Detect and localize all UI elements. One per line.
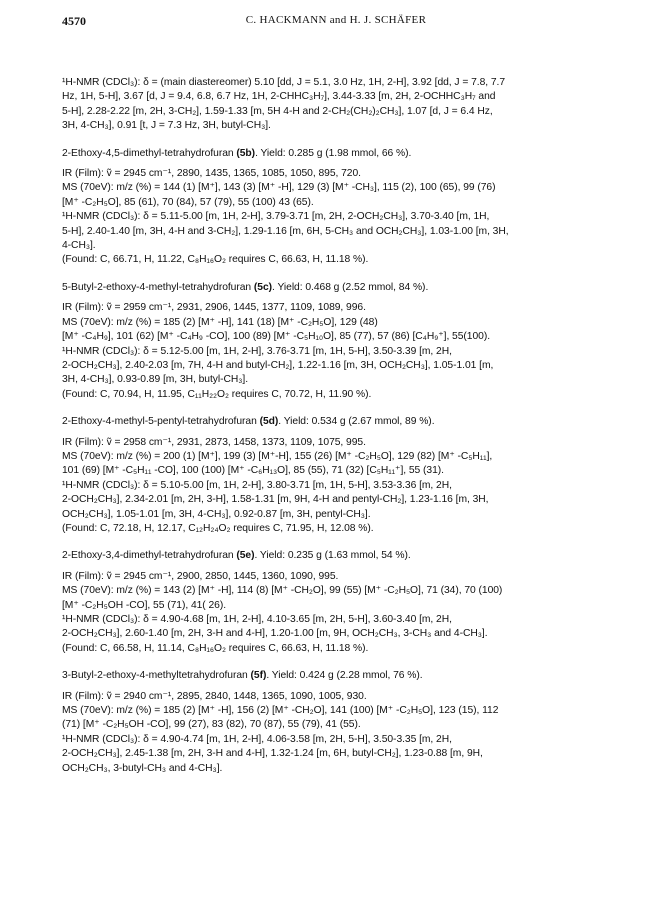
compound-code: (5c)	[253, 281, 273, 293]
ir-line: IR (Film): ṽ = 2945 cm⁻¹, 2890, 1435, 1365, 1085, 1050, 895, 720.	[62, 168, 361, 180]
text-line: 101 (69) [M⁺ -C₅H₁₁ -CO], 100 (100) [M⁺ -C₆H₁₃O], 85 (55), 71 (32) [C₅H₁₁⁺], 55 (31).	[62, 465, 444, 477]
ms-line: MS (70eV): m/z (%) = 143 (2) [M⁺ -H], 114 (8) [M⁺ -CH₂O], 99 (55) [M⁺ -C₂H₅O], 71 (34), 70 (100)	[62, 585, 503, 597]
text-line: ¹H-NMR (CDCl₃): δ = (main diastereomer) 5.10 [dd, J = 5.1, 3.0 Hz, 1H, 2-H], 3.92 [dd, J = 7.8, 7.7	[62, 77, 506, 88]
text-line: 2-OCH₂CH₃], 2.40-2.03 [m, 7H, 4-H and butyl-CH₂], 1.22-1.16 [m, 3H, OCH₂CH₃], 1.05-1.01 [m,	[62, 359, 494, 371]
ir-line: IR (Film): ṽ = 2958 cm⁻¹, 2931, 2873, 1458, 1373, 1109, 1075, 995.	[62, 436, 366, 448]
analysis-line: (Found: C, 66.58, H, 11.14, C₈H₁₆O₂ requires C, 66.63, H, 11.18 %).	[62, 642, 369, 654]
ir-line: IR (Film): ṽ = 2945 cm⁻¹, 2900, 2850, 1445, 1360, 1090, 995.	[62, 570, 339, 582]
text-line: 3H, 4-CH₃], 0.93-0.89 [m, 3H, butyl-CH₃].	[62, 374, 249, 386]
text-line: 4-CH₃].	[62, 240, 96, 252]
analysis-line: (Found: C, 70.94, H, 11.95, C₁₁H₂₂O₂ requires C, 70.72, H, 11.90 %).	[62, 388, 372, 400]
compound-name: 2-Ethoxy-3,4-dimethyl-tetrahydrofuran	[62, 550, 234, 562]
compound-heading	[62, 147, 630, 161]
text-line: [M⁺ -C₂H₅O], 85 (61), 70 (84), 57 (79), 55 (100) 43 (65).	[62, 196, 314, 208]
text-line: 2-OCH₂CH₃], 2.60-1.40 [m, 2H, 3-H and 4-H], 1.20-1.00 [m, 9H, OCH₂CH₃, 3-CH₃ and 4-CH₃].	[62, 628, 488, 640]
compound-name: 2-Ethoxy-4-methyl-5-pentyl-tetrahydrofuran	[62, 416, 257, 428]
compound-name: 3-Butyl-2-ethoxy-4-methyltetrahydrofuran	[62, 670, 248, 682]
text-line: [M⁺ -C₄H₉], 101 (62) [M⁺ -C₄H₉ -CO], 100 (89) [M⁺ -C₅H₁₀O], 85 (77), 57 (86) [C₄H₉⁺], 55(100).	[62, 331, 491, 343]
text-line: 3H, 4-CH₃], 0.91 [t, J = 7.3 Hz, 3H, butyl-CH₃].	[62, 120, 271, 132]
compound-name: 2-Ethoxy-4,5-dimethyl-tetrahydrofuran	[62, 147, 234, 159]
compound-code: (5e)	[236, 550, 255, 562]
compound-code: (5b)	[236, 147, 256, 159]
article-body	[62, 76, 630, 776]
nmr-line: ¹H-NMR (CDCl₃): δ = 5.12-5.00 [m, 1H, 2-H], 3.76-3.71 [m, 1H, 5-H], 3.50-3.39 [m, 2H,	[62, 345, 452, 357]
ms-line: MS (70eV): m/z (%) = 144 (1) [M⁺], 143 (3) [M⁺ -H], 129 (3) [M⁺ -CH₃], 115 (2), 100 (65), 99 (76)	[62, 182, 496, 194]
compound-code: (5f)	[250, 670, 267, 682]
text-line: (71) [M⁺ -C₂H₅OH -CO], 99 (27), 83 (82), 70 (87), 55 (79), 41 (55).	[62, 719, 361, 731]
analysis-line: (Found: C, 66.71, H, 11.22, C₈H₁₆O₂ requires C, 66.63, H, 11.18 %).	[62, 254, 369, 266]
ms-line: MS (70eV): m/z (%) = 200 (1) [M⁺], 199 (3) [M⁺-H], 155 (26) [M⁺ -C₂H₅O], 129 (82) [M⁺ -C₅H₁₁],	[62, 450, 493, 462]
compound-heading	[62, 549, 630, 563]
running-header	[0, 14, 672, 32]
compound-entry-5c	[62, 281, 630, 402]
ms-line: MS (70eV): m/z (%) = 185 (2) [M⁺ -H], 156 (2) [M⁺ -CH₂O], 141 (100) [M⁺ -C₂H₅O], 123 (15), 112	[62, 705, 499, 717]
page-number: 4570	[62, 14, 86, 28]
running-header-authors: C. HACKMANN and H. J. SCHÄFER	[245, 14, 427, 26]
compound-entry-5d	[62, 415, 630, 536]
text-line: Hz, 1H, 5-H], 3.67 [d, J = 9.4, 6.8, 6.7 Hz, 1H, 2-CHHC₃H₇], 3.44-3.33 [m, 2H, 2-OCHHC₃H₇ and	[62, 91, 496, 103]
compound-yield: . Yield: 0.424 g (2.28 mmol, 76 %).	[266, 670, 423, 682]
nmr-line: ¹H-NMR (CDCl₃): δ = 5.11-5.00 [m, 1H, 2-H], 3.79-3.71 [m, 2H, 2-OCH₂CH₃], 3.70-3.40 [m, 1H,	[62, 211, 490, 223]
nmr-line: ¹H-NMR (CDCl₃): δ = 4.90-4.74 [m, 1H, 2-H], 4.06-3.58 [m, 2H, 5-H], 3.50-3.35 [m, 2H,	[62, 733, 452, 745]
nmr-line: ¹H-NMR (CDCl₃): δ = 5.10-5.00 [m, 1H, 2-H], 3.80-3.71 [m, 1H, 5-H], 3.53-3.36 [m, 2H,	[62, 479, 452, 491]
nmr-line: ¹H-NMR (CDCl₃): δ = 4.90-4.68 [m, 1H, 2-H], 4.10-3.65 [m, 2H, 5-H], 3.60-3.40 [m, 2H,	[62, 614, 452, 625]
text-line: 5-H], 2.40-1.40 [m, 3H, 4-H and 3-CH₂], 1.29-1.16 [m, 6H, 5-CH₃ and OCH₂CH₃], 1.03-1.00 [m, 3H,	[62, 225, 509, 237]
text-line: 5-H], 2.28-2.22 [m, 2H, 3-CH₂], 1.59-1.33 [m, 5H 4-H and 2-CH₂(CH₂)₂CH₃], 1.07 [d, J = 6.4 Hz,	[62, 105, 493, 117]
ir-line: IR (Film): ṽ = 2940 cm⁻¹, 2895, 2840, 1448, 1365, 1090, 1005, 930.	[62, 690, 367, 702]
text-line: [M⁺ -C₂H₅OH -CO], 55 (71), 41( 26).	[62, 599, 227, 611]
compound-yield: . Yield: 0.235 g (1.63 mmol, 54 %).	[254, 550, 411, 562]
compound-entry-5f	[62, 669, 630, 776]
compound-entry-5b	[62, 147, 630, 268]
compound-name: 5-Butyl-2-ethoxy-4-methyl-tetrahydrofuran	[62, 281, 252, 293]
text-line: 2-OCH₂CH₃], 2.34-2.01 [m, 2H, 3-H], 1.58-1.31 [m, 9H, 4-H and pentyl-CH₂], 1.23-1.16 [m, 3H,	[62, 494, 489, 506]
compound-yield: . Yield: 0.468 g (2.52 mmol, 84 %).	[272, 281, 429, 293]
nmr-continuation-paragraph	[62, 76, 630, 134]
analysis-line: (Found: C, 72.18, H, 12.17, C₁₂H₂₄O₂ requires C, 71.95, H, 12.08 %).	[62, 522, 374, 534]
text-line: OCH₂CH₃, 3-butyl-CH₃ and 4-CH₃].	[62, 762, 223, 774]
text-line: OCH₂CH₃], 1.05-1.01 [m, 3H, 4-CH₃], 0.92-0.87 [m, 3H, pentyl-CH₃].	[62, 508, 371, 520]
compound-entry-5e	[62, 549, 630, 656]
compound-code: (5d)	[259, 416, 279, 428]
compound-heading	[62, 281, 630, 295]
compound-yield: . Yield: 0.534 g (2.67 mmol, 89 %).	[278, 416, 435, 428]
ms-line: MS (70eV): m/z (%) = 185 (2) [M⁺ -H], 141 (18) [M⁺ -C₂H₅O], 129 (48)	[62, 316, 378, 328]
text-line: 2-OCH₂CH₃], 2.45-1.38 [m, 2H, 3-H and 4-H], 1.32-1.24 [m, 6H, butyl-CH₂], 1.23-0.88 [m, 9H,	[62, 748, 483, 760]
compound-yield: . Yield: 0.285 g (1.98 mmol, 66 %).	[255, 147, 412, 159]
ir-line: IR (Film): ṽ = 2959 cm⁻¹, 2931, 2906, 1445, 1377, 1109, 1089, 996.	[62, 302, 366, 314]
compound-heading	[62, 415, 630, 429]
compound-heading	[62, 669, 630, 683]
